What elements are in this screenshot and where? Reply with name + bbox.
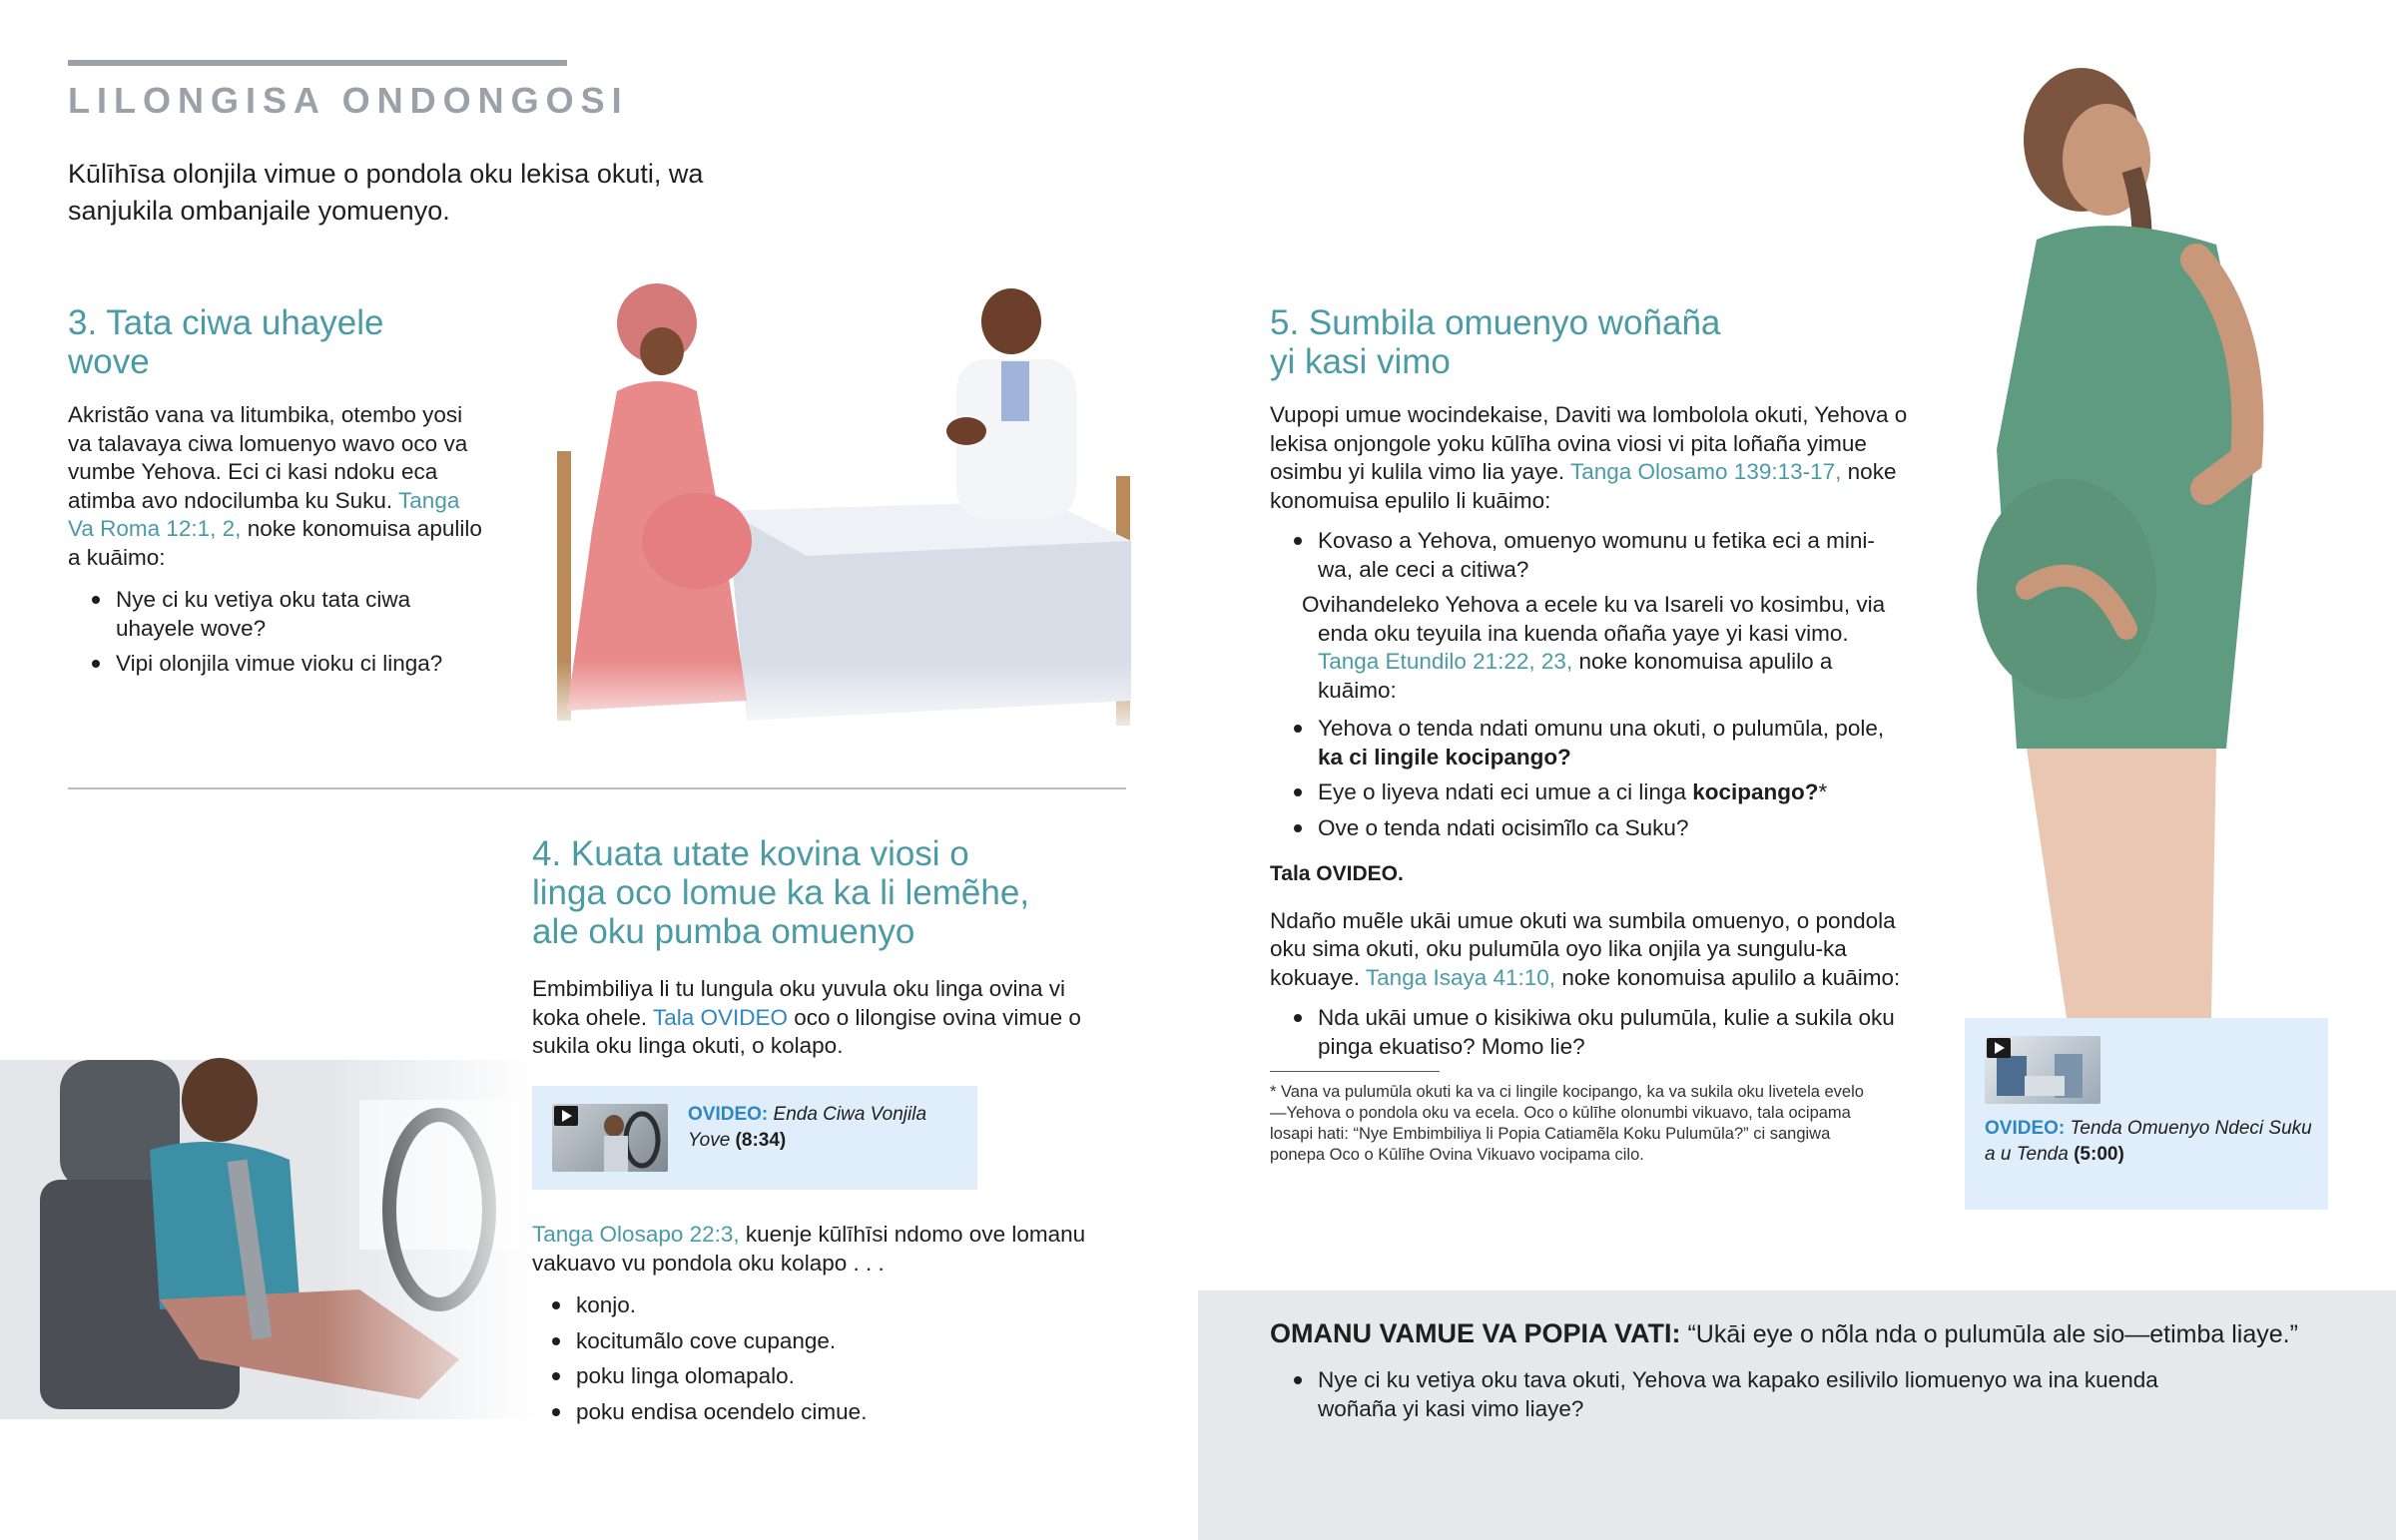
list-item: Eye o liyeva ndati eci umue a ci linga kocipango?* bbox=[1270, 778, 1909, 807]
list-item: konjo. bbox=[528, 1291, 1111, 1320]
panel-list bbox=[1270, 1366, 2208, 1430]
scripture-link[interactable]: Tanga Isaya 41:10, bbox=[1365, 964, 1556, 990]
section-5-para-2: Ovihandeleko Yehova a ecele ku va Isareli vo kosimbu, via enda oku teyuila ina kuenda oñaña yaye yi kasi vimo. Tanga Etundilo 21:22, 23, noke konomuisa apulilo a kuāimo: bbox=[1302, 592, 1886, 703]
play-icon[interactable] bbox=[1987, 1038, 2011, 1058]
list-item: Ove o tenda ndati ocisimĩlo ca Suku? bbox=[1270, 814, 1909, 843]
section-4-continued bbox=[532, 1221, 1111, 1433]
scripture-link[interactable]: Tanga Va Roma 12:1, 2, bbox=[68, 487, 460, 541]
video-caption: OVIDEO: Tenda Omuenyo Ndeci Suku a u Tenda (5:00) bbox=[1985, 1118, 2312, 1165]
footnote-rule bbox=[1270, 1071, 1440, 1072]
doctor-consultation-illustration bbox=[547, 281, 1146, 741]
video-card-drive-safely[interactable] bbox=[532, 1086, 977, 1190]
play-icon[interactable] bbox=[554, 1106, 578, 1126]
section-3-questions bbox=[68, 586, 487, 679]
section-4-body: Embimbiliya li tu lungula oku yuvula oku linga ovina vi koka ohele. Tala OVIDEO oco o lilongise ovina vimue o sukila oku linga okuti, o kolapo. bbox=[532, 976, 1081, 1058]
section-3 bbox=[68, 303, 487, 686]
seatbelt-illustration bbox=[0, 1040, 539, 1429]
list-item: Vipi olonjila vimue vioku ci linga? bbox=[68, 650, 487, 679]
list-item: poku linga olomapalo. bbox=[528, 1362, 1111, 1391]
section-5-list-c bbox=[1270, 1004, 1909, 1061]
list-item: kocitumãlo cove cupange. bbox=[528, 1327, 1111, 1356]
section-5-body: Vupopi umue wocindekaise, Daviti wa lombolola okuti, Yehova o lekisa onjongole yoku kūlīha ovina viosi vi pita loñaña yimue osimbu yi kulila vimo lia yaye. Tanga Olosamo 139:13-17, noke konomuisa epulilo li kuāimo: bbox=[1270, 402, 1908, 513]
section-5-list-b bbox=[1270, 715, 1909, 842]
section-4-body-2: Tanga Olosapo 22:3, kuenje kūlīhīsi ndomo ove lomanu vakuavo vu pondola oku kolapo . . . bbox=[532, 1222, 1086, 1276]
video-link[interactable]: Tala OVIDEO bbox=[652, 1004, 788, 1030]
video-thumbnail[interactable] bbox=[1985, 1036, 2100, 1104]
section-5 bbox=[1270, 303, 1909, 1166]
list-item: Nye ci ku vetiya oku tava okuti, Yehova wa kapako esilivilo liomuenyo wa ina kuenda woñaña yi kasi vimo liaye? bbox=[1270, 1366, 2208, 1423]
panel-heading: OMANU VAMUE VA POPIA VATI: “Ukāi eye o nõla nda o pulumūla ale sio—etimba liaye.” bbox=[1270, 1318, 2298, 1348]
section-5-title: 5. Sumbila omuenyo woñaña yi kasi vimo bbox=[1270, 303, 1721, 381]
section-rule bbox=[68, 60, 567, 66]
list-item: Kovaso a Yehova, omuenyo womunu u fetika eci a mini-wa, ale ceci a citiwa? bbox=[1270, 527, 1909, 584]
intro-text: Kūlīhīsa olonjila vimue o pondola oku lekisa okuti, wa sanjukila ombanjaile yomuenyo. bbox=[68, 159, 704, 226]
discussion-panel bbox=[1198, 1290, 2396, 1540]
section-kicker: LILONGISA ONDONGOSI bbox=[68, 80, 629, 121]
pregnant-woman-illustration bbox=[1957, 30, 2316, 1018]
section-3-title: 3. Tata ciwa uhayele wove bbox=[68, 303, 384, 381]
footnote: * Vana va pulumūla okuti ka va ci lingile kocipango, ka va sukila oku livetela evelo—Yehova o pondola oku va ecela. Oco o kūlīhe olonumbi vikuavo, tala ocipama losapi hati: “Nye Embimbiliya li Popia Catiamẽla Koku Pulumūla?” ci sangiwa ponepa Oco o Kūlīhe Ovina Vikuavo vocipama cilo. bbox=[1270, 1083, 1864, 1164]
section-divider bbox=[68, 787, 1126, 789]
list-item: Nda ukāi umue o kisikiwa oku pulumūla, kulie a sukila oku pinga ekuatiso? Momo lie? bbox=[1270, 1004, 1909, 1061]
scripture-link[interactable]: Tanga Olosamo 139:13-17, bbox=[1569, 459, 1842, 484]
video-caption: OVIDEO: Enda Ciwa Vonjila Yove (8:34) bbox=[688, 1104, 927, 1151]
video-link[interactable]: Tala OVIDEO. bbox=[1270, 862, 1404, 885]
scripture-link[interactable]: Tanga Olosapo 22:3, bbox=[532, 1222, 740, 1247]
list-item: poku endisa ocendelo cimue. bbox=[528, 1398, 1111, 1427]
list-item: Nye ci ku vetiya oku tata ciwa uhayele wove? bbox=[68, 586, 487, 643]
list-item: Yehova o tenda ndati omunu una okuti, o pulumūla, pole, ka ci lingile kocipango? bbox=[1270, 715, 1909, 771]
video-thumbnail[interactable] bbox=[552, 1104, 668, 1172]
section-4 bbox=[532, 834, 1111, 1061]
video-card-respect-life[interactable] bbox=[1965, 1018, 2328, 1210]
section-5-list-a bbox=[1270, 527, 1909, 584]
section-5-para-3: Ndaño muẽle ukāi umue okuti wa sumbila omuenyo, o pondola oku sima okuti, oku pulumūla oyo lika onjila ya sungulu-ka kokuaye. Tanga Isaya 41:10, noke konomuisa apulilo a kuāimo: bbox=[1270, 907, 1901, 990]
section-3-body: Akristão vana va litumbika, otembo yosi va talavaya ciwa lomuenyo wavo oco va vumbe Yehova. Eci ci kasi ndoku eca atimba avo ndocilumba ku Suku. Tanga Va Roma 12:1, 2, noke konomuisa apulilo a kuāimo: bbox=[68, 402, 482, 570]
section-4-title: 4. Kuata utate kovina viosi o linga oco lomue ka ka li lemẽhe, ale oku pumba omuenyo bbox=[532, 834, 1030, 951]
section-4-list bbox=[532, 1291, 1111, 1426]
scripture-link[interactable]: Tanga Etundilo 21:22, 23, bbox=[1318, 649, 1573, 674]
